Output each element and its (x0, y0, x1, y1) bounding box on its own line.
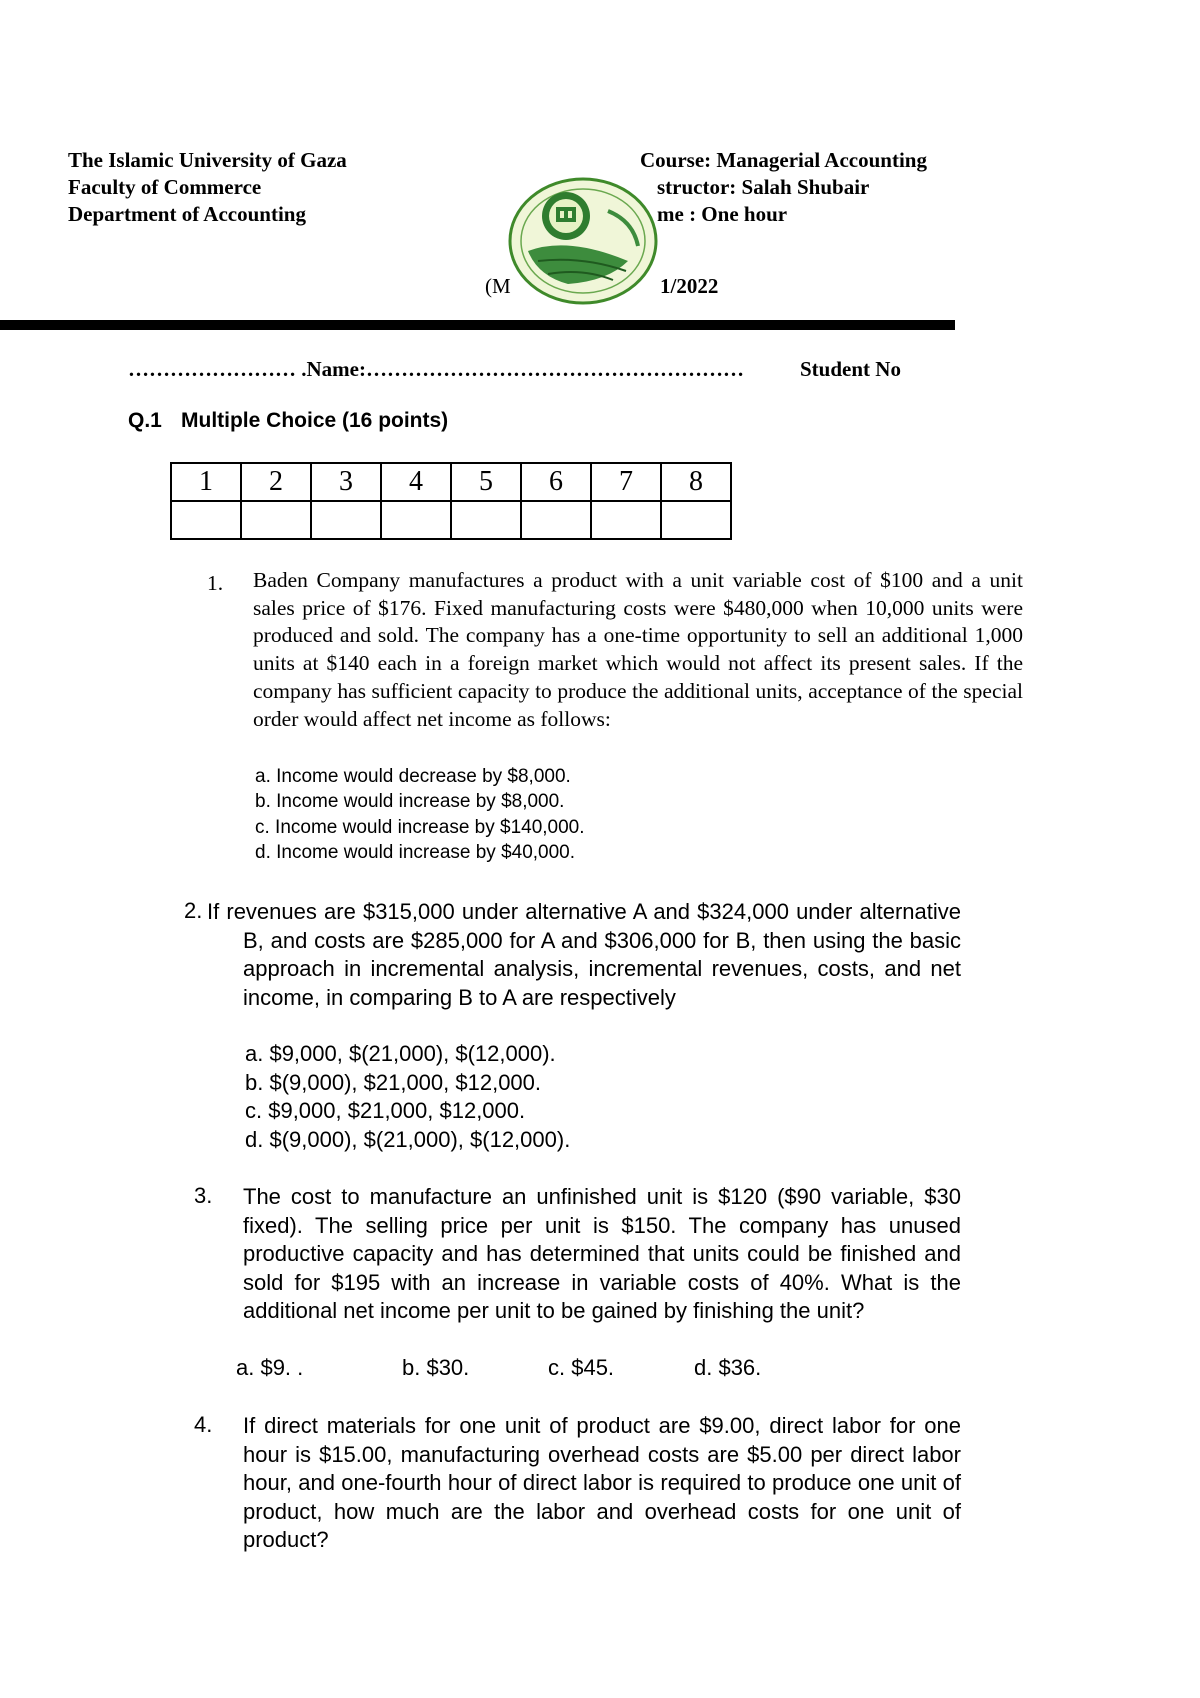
grid-answer-cell[interactable] (521, 501, 591, 539)
instructor-label: structor: Salah Shubair (657, 175, 870, 199)
question-1-option-a: a. Income would decrease by $8,000. (255, 766, 571, 787)
grid-answer-cell[interactable] (171, 501, 241, 539)
student-number-label: Student No (800, 357, 901, 381)
department-name: Department of Accounting (68, 202, 306, 226)
grid-answer-cell[interactable] (311, 501, 381, 539)
section-title: Multiple Choice (16 points) (181, 409, 449, 432)
answer-grid (170, 462, 732, 540)
exam-label-partial: (M (485, 274, 511, 298)
question-2-option-d: d. $(9,000), $(21,000), $(12,000). (245, 1127, 571, 1152)
course-label: Course: Managerial Accounting (640, 148, 927, 172)
question-2-number: 2. (184, 898, 203, 923)
grid-header-cell: 1 (171, 463, 241, 501)
question-3-text: The cost to manufacture an unfinished unit is $120 ($90 variable, $30 fixed). The selling price per unit is $150. The company has unused productive capacity and has determined that units could be finished and sold for $195 with an increase in variable costs of 40%. What is the additional net income per unit to be gained by finishing the unit? (243, 1184, 961, 1323)
faculty-name: Faculty of Commerce (68, 175, 262, 199)
question-1-option-b: b. Income would increase by $8,000. (255, 791, 565, 812)
question-1-option-c: c. Income would increase by $140,000. (255, 817, 585, 838)
grid-header-cell: 4 (381, 463, 451, 501)
grid-answer-cell[interactable] (661, 501, 731, 539)
grid-answer-cell[interactable] (381, 501, 451, 539)
question-2-body: If revenues are $315,000 under alternative A and $324,000 under alternative B, and costs are $285,000 for A and $306,000 for B, then using the basic approach in incremental analysis, incremental revenues, costs, and net income, in comparing B to A are respectively (207, 899, 961, 1010)
grid-answer-cell[interactable] (591, 501, 661, 539)
question-1-text: Baden Company manufactures a product with a unit variable cost of $100 and a unit sales price of $176. Fixed manufacturing costs were $480,000 when 10,000 units were produced and sold. The company has a one-time opportunity to sell an additional 1,000 units at $140 each in a foreign market which would not affect its present sales. If the company has sufficient capacity to produce the additional units, acceptance of the special order would affect net income as follows: (253, 568, 1023, 731)
grid-answer-cell[interactable] (241, 501, 311, 539)
question-3-option-a: a. $9. . (236, 1355, 304, 1380)
exam-date-partial: 1/2022 (660, 274, 719, 298)
grid-header-cell: 5 (451, 463, 521, 501)
question-3-number: 3. (194, 1183, 213, 1208)
question-2-option-a: a. $9,000, $(21,000), $(12,000). (245, 1041, 556, 1066)
grid-header-cell: 8 (661, 463, 731, 501)
grid-answer-cell[interactable] (451, 501, 521, 539)
university-seal-logo (508, 176, 658, 306)
question-3-option-c: c. $45. (548, 1355, 615, 1380)
grid-header-cell: 3 (311, 463, 381, 501)
question-1-number: 1. (207, 571, 224, 595)
question-3-option-b: b. $30. (402, 1355, 470, 1380)
header-divider (0, 320, 955, 330)
university-name: The Islamic University of Gaza (68, 148, 347, 172)
question-4-number: 4. (194, 1412, 213, 1437)
question-2-option-c: c. $9,000, $21,000, $12,000. (245, 1098, 526, 1123)
question-3-option-d: d. $36. (694, 1355, 762, 1380)
question-1-option-d: d. Income would increase by $40,000. (255, 842, 576, 863)
grid-header-cell: 2 (241, 463, 311, 501)
grid-header-cell: 7 (591, 463, 661, 501)
question-2-text (207, 898, 961, 1012)
time-label: me : One hour (657, 202, 788, 226)
grid-header-cell: 6 (521, 463, 591, 501)
student-name-field: …………………… .Name:……………………………………………… (128, 357, 744, 381)
question-4-text: If direct materials for one unit of product are $9.00, direct labor for one hour is $15.00, manufacturing overhead costs are $5.00 per direct labor hour, and one-fourth hour of direct labor is required to produce one unit of product, how much are the labor and overhead costs for one unit of product? (243, 1413, 961, 1552)
section-number: Q.1 (128, 409, 162, 432)
question-2-option-b: b. $(9,000), $21,000, $12,000. (245, 1070, 542, 1095)
